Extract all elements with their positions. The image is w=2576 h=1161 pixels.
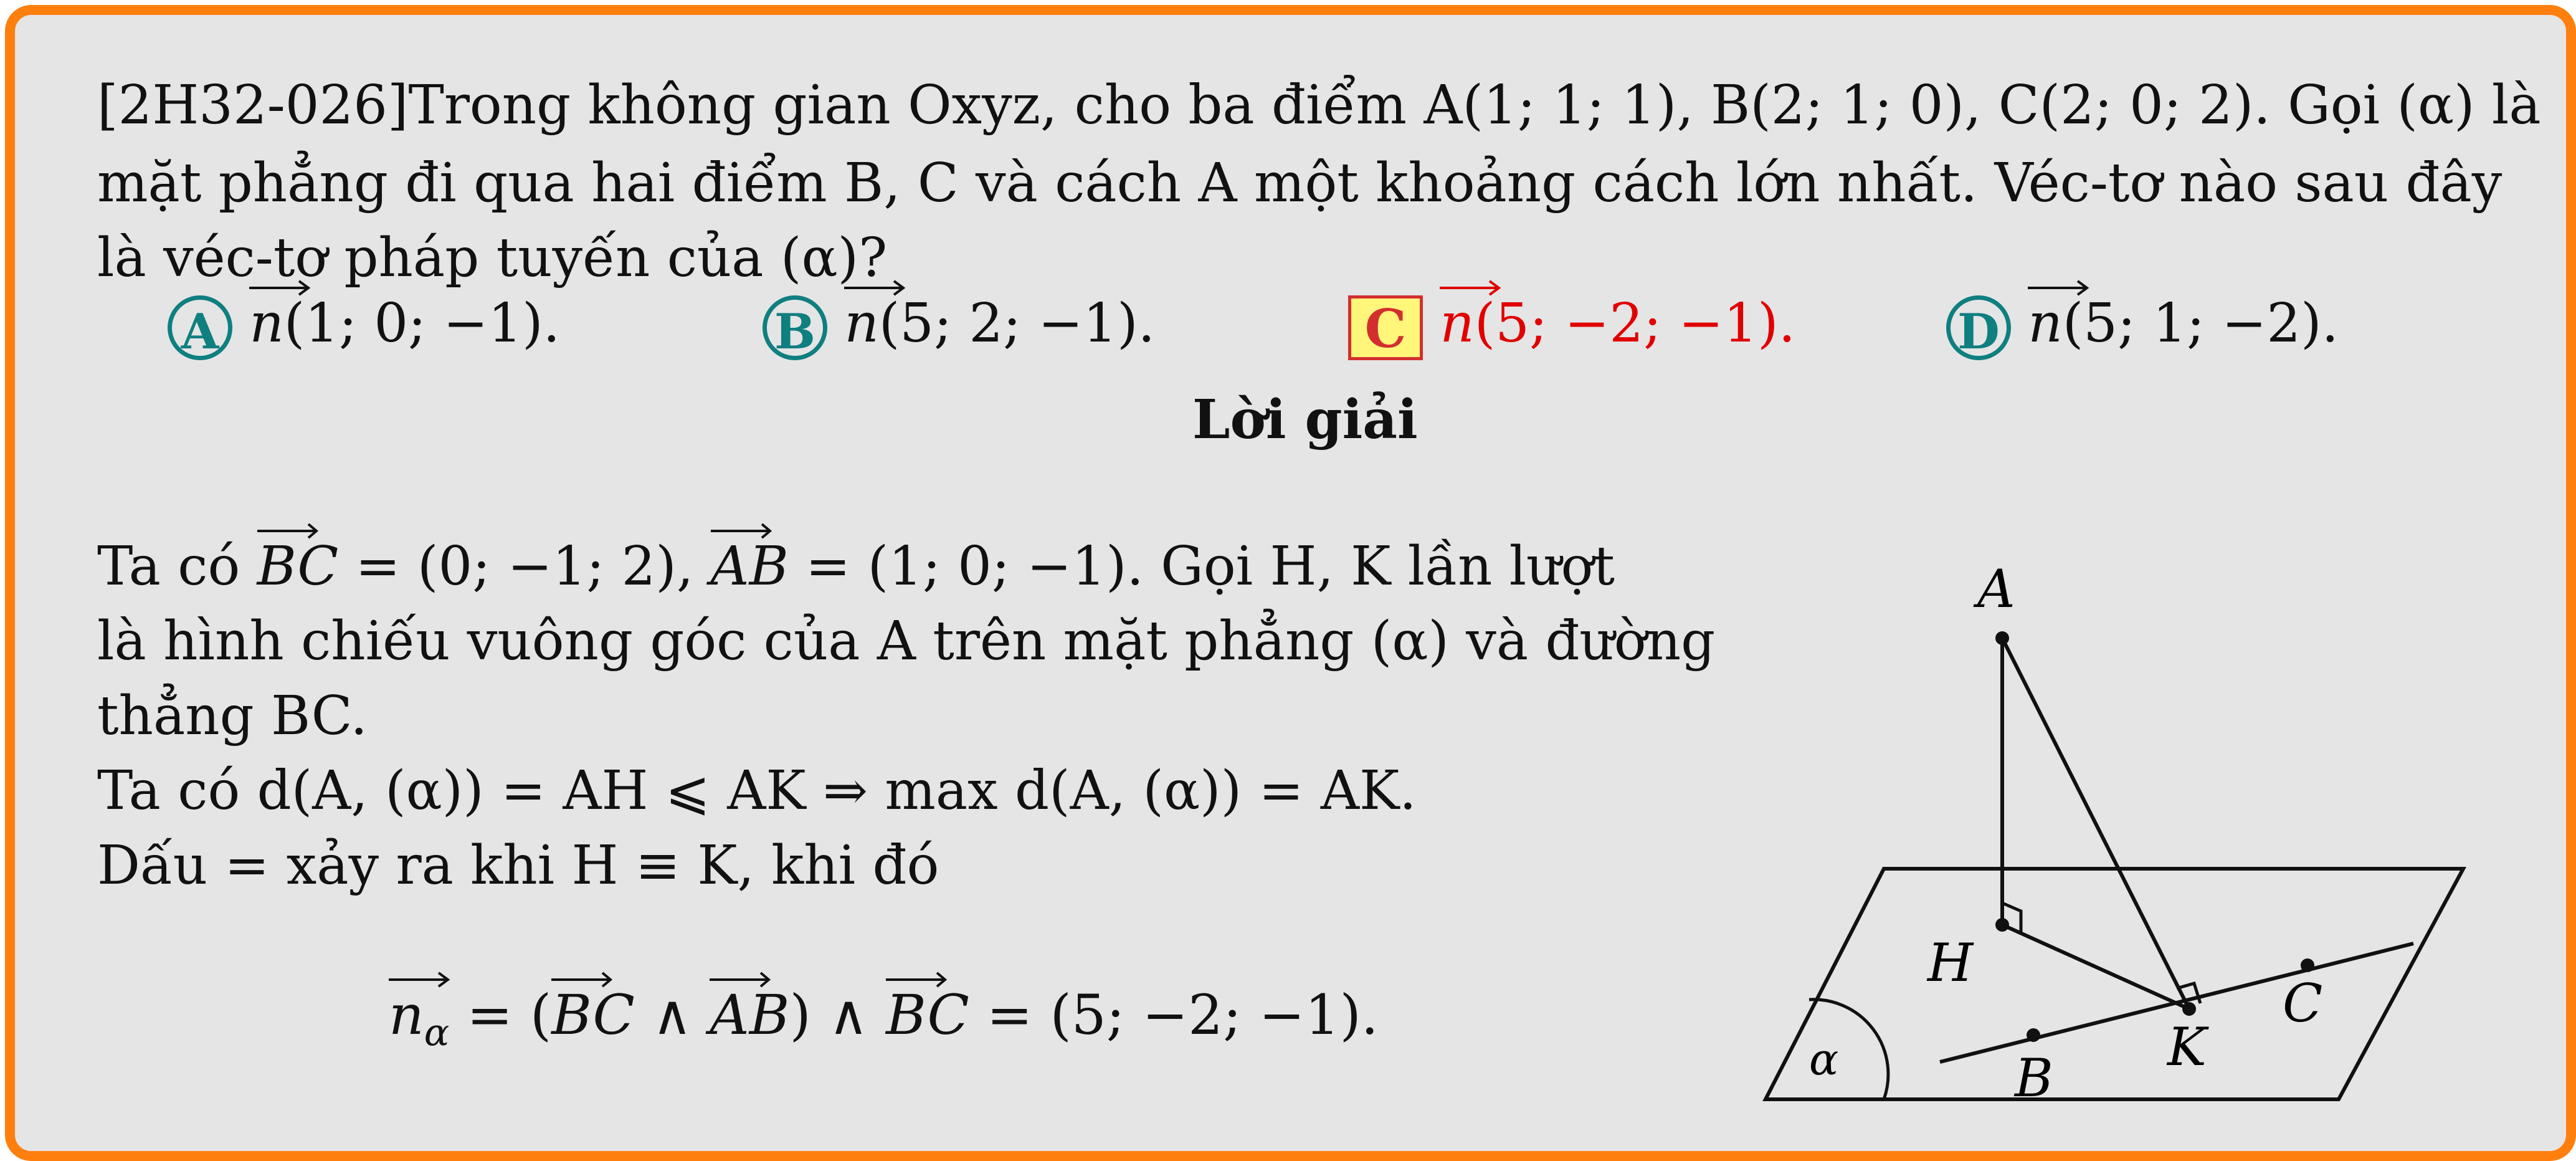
geometry-diagram [1728, 551, 2513, 1112]
solution-line-5: Dấu = xảy ra khi H ≡ K, khi đó [97, 834, 939, 897]
vector-ab-2: AB [710, 984, 789, 1046]
label-b: B [2015, 1048, 2053, 1109]
vector-n-d: n [2028, 292, 2062, 355]
point-h [1995, 918, 2009, 932]
label-a: A [1977, 558, 2015, 619]
vector-n-c: n [1440, 292, 1474, 355]
point-c [2301, 958, 2314, 972]
choice-d-letter: D [1946, 295, 2011, 360]
vector-bc: BC [257, 535, 339, 598]
solution-title: Lời giải [1192, 388, 1418, 451]
choice-a[interactable] [168, 292, 560, 360]
normal-vector-formula: $n_\alpha$ = ( BC ∧ AB) ∧ BC = (5; −2; −1). [389, 984, 1379, 1064]
solution-line-3: thẳng BC. [97, 685, 368, 747]
vector-ab: AB [711, 535, 789, 598]
segment-ak [2002, 638, 2189, 1009]
vector-n-a: n [249, 292, 283, 355]
solution-line-1: Ta có BC = (0; −1; 2), AB = (1; 0; −1). Gọi H, K lần lượt [97, 535, 1615, 598]
solution-line-2: là hình chiếu vuông góc của A trên mặt phẳng (α) và đường [97, 610, 1716, 672]
vector-n-alpha: $n_\alpha$ [389, 984, 449, 1064]
problem-line-2: mặt phẳng đi qua hai điểm B, C và cách A một khoảng cách lớn nhất. Véc-tơ nào sau đây [97, 152, 2502, 214]
point-k [2182, 1002, 2196, 1016]
problem-line-3: là véc-tơ pháp tuyến của (α)? [97, 227, 888, 289]
plane-alpha [1766, 869, 2463, 1099]
choice-c-value: (5; −2; −1). [1474, 292, 1796, 355]
label-h: H [1927, 932, 1974, 993]
solution-line-4: Ta có d(A, (α)) = AH ⩽ AK ⇒ max d(A, (α)) = AK. [97, 760, 1417, 822]
vector-n-b: n [844, 292, 878, 355]
choice-b[interactable] [763, 292, 1155, 360]
point-a [1995, 631, 2009, 645]
choice-d[interactable] [1946, 292, 2339, 360]
point-b [2027, 1028, 2040, 1042]
choice-a-letter: A [168, 295, 232, 360]
choice-a-value: (1; 0; −1). [283, 292, 561, 355]
choice-c-letter: C [1348, 295, 1423, 360]
label-c: C [2283, 973, 2323, 1034]
vector-bc-2: BC [551, 984, 635, 1046]
problem-line-1: [2H32-026]Trong không gian Oxyz, cho ba điểm A(1; 1; 1), B(2; 1; 0), C(2; 0; 2). Gọi (α) là [97, 74, 2541, 136]
choice-b-value: (5; 2; −1). [878, 292, 1156, 355]
label-alpha: α [1809, 1034, 1839, 1085]
choice-c[interactable] [1348, 292, 1795, 360]
problem-card [5, 5, 2576, 1161]
choice-b-letter: B [763, 295, 827, 360]
label-k: K [2167, 1016, 2207, 1077]
vector-bc-3: BC [886, 984, 969, 1046]
segment-hk [2002, 925, 2189, 1009]
choice-d-value: (5; 1; −2). [2062, 292, 2339, 355]
